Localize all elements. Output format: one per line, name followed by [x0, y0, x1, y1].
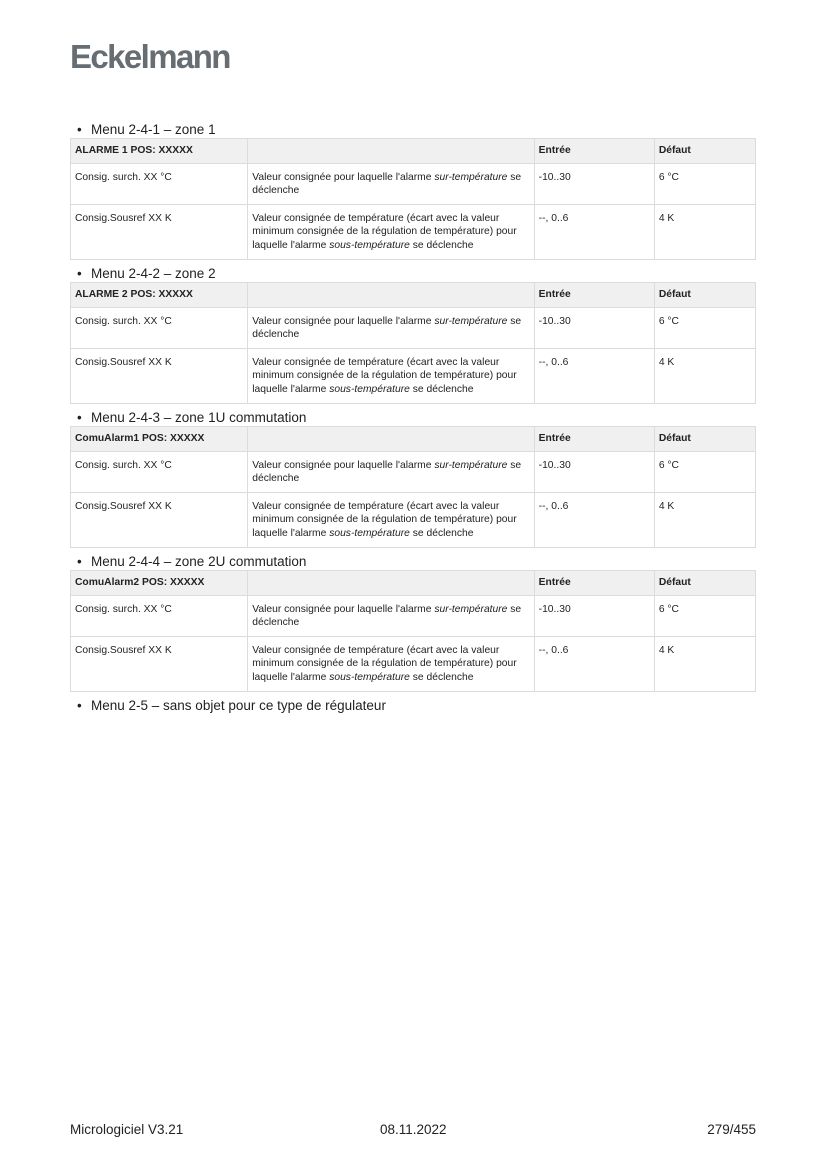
desc-text: se déclenche — [409, 239, 474, 251]
cell-entry: --, 0..6 — [534, 637, 654, 692]
desc-text: se déclenche — [409, 671, 474, 683]
desc-text: Valeur consignée de température (écart avec la valeur minimum consignée de la régulation de température) pour laquelle l'alarme — [252, 501, 517, 539]
desc-text: se déclenche — [252, 172, 522, 197]
bullet-icon: • — [77, 266, 82, 281]
table-row — [71, 637, 756, 692]
desc-text: Valeur consignée pour laquelle l'alarme — [252, 460, 435, 471]
cell-param: Consig. surch. XX °C — [71, 452, 248, 493]
header-param: ComuAlarm2 POS: XXXXX — [71, 571, 248, 596]
cell-param: Consig.Sousref XX K — [71, 637, 248, 692]
cell-desc — [248, 596, 534, 637]
cell-desc — [248, 637, 534, 692]
cell-entry: --, 0..6 — [534, 493, 654, 548]
desc-text: se déclenche — [252, 604, 522, 629]
table-row — [71, 596, 756, 637]
header-desc — [248, 571, 534, 596]
cell-default: 6 °C — [654, 308, 755, 349]
desc-text: Valeur consignée pour laquelle l'alarme — [252, 172, 435, 183]
section-title: Menu 2-4-3 – zone 1U commutation — [91, 410, 307, 425]
cell-desc — [248, 493, 534, 548]
cell-entry: -10..30 — [534, 164, 654, 205]
footer-page-number: 279/455 — [707, 1122, 756, 1137]
cell-default: 6 °C — [654, 596, 755, 637]
table-header-row — [71, 427, 756, 452]
header-default: Défaut — [654, 139, 755, 164]
header-entry: Entrée — [534, 283, 654, 308]
desc-text: se déclenche — [252, 316, 522, 341]
desc-text: Valeur consignée de température (écart avec la valeur minimum consignée de la régulation de température) pour laquelle l'alarme — [252, 213, 517, 251]
header-default: Défaut — [654, 283, 755, 308]
cell-default: 6 °C — [654, 452, 755, 493]
table-row — [71, 493, 756, 548]
bullet-icon: • — [77, 554, 82, 569]
table-header-row — [71, 139, 756, 164]
cell-param: Consig.Sousref XX K — [71, 349, 248, 404]
cell-param: Consig.Sousref XX K — [71, 205, 248, 260]
parameter-table — [70, 282, 756, 404]
desc-emphasis: sous-température — [329, 671, 410, 683]
desc-text: Valeur consignée pour laquelle l'alarme — [252, 604, 435, 615]
section-title: Menu 2-4-2 – zone 2 — [91, 266, 216, 281]
desc-emphasis: sur-température — [434, 316, 508, 327]
table-header-row — [71, 571, 756, 596]
cell-default: 4 K — [654, 493, 755, 548]
header-param: ALARME 2 POS: XXXXX — [71, 283, 248, 308]
cell-param: Consig. surch. XX °C — [71, 308, 248, 349]
cell-param: Consig. surch. XX °C — [71, 596, 248, 637]
cell-entry: --, 0..6 — [534, 349, 654, 404]
section-title: Menu 2-4-1 – zone 1 — [91, 122, 216, 137]
parameter-table — [70, 570, 756, 692]
header-default: Défaut — [654, 571, 755, 596]
desc-text: se déclenche — [409, 527, 474, 539]
cell-param: Consig.Sousref XX K — [71, 493, 248, 548]
desc-emphasis: sur-température — [434, 604, 508, 615]
table-row — [71, 452, 756, 493]
section-bullet — [70, 121, 756, 138]
cell-default: 4 K — [654, 349, 755, 404]
header-default: Défaut — [654, 427, 755, 452]
cell-default: 6 °C — [654, 164, 755, 205]
section-title: Menu 2-5 – sans objet pour ce type de régulateur — [91, 698, 386, 713]
header-param: ALARME 1 POS: XXXXX — [71, 139, 248, 164]
header-entry: Entrée — [534, 427, 654, 452]
section-bullet — [70, 265, 756, 282]
section-title: Menu 2-4-4 – zone 2U commutation — [91, 554, 307, 569]
cell-entry: -10..30 — [534, 308, 654, 349]
cell-param: Consig. surch. XX °C — [71, 164, 248, 205]
table-row — [71, 164, 756, 205]
page-content — [70, 121, 756, 714]
cell-default: 4 K — [654, 637, 755, 692]
table-row — [71, 349, 756, 404]
cell-entry: -10..30 — [534, 452, 654, 493]
desc-emphasis: sous-température — [329, 239, 410, 251]
parameter-table — [70, 426, 756, 548]
section-bullet — [70, 553, 756, 570]
header-desc — [248, 427, 534, 452]
header-param: ComuAlarm1 POS: XXXXX — [71, 427, 248, 452]
desc-emphasis: sur-température — [434, 172, 508, 183]
desc-emphasis: sous-température — [329, 383, 410, 395]
header-desc — [248, 283, 534, 308]
cell-entry: -10..30 — [534, 596, 654, 637]
section-bullet — [70, 697, 756, 714]
desc-text: se déclenche — [409, 383, 474, 395]
footer-product: Micrologiciel V3.21 — [70, 1122, 184, 1137]
desc-text: Valeur consignée de température (écart avec la valeur minimum consignée de la régulation de température) pour laquelle l'alarme — [252, 645, 517, 683]
desc-emphasis: sous-température — [329, 527, 410, 539]
cell-desc — [248, 164, 534, 205]
eckelmann-logo: Eckelmann — [70, 38, 230, 75]
footer-date: 08.11.2022 — [380, 1122, 447, 1137]
parameter-table — [70, 138, 756, 260]
table-row — [71, 308, 756, 349]
table-header-row — [71, 283, 756, 308]
cell-desc — [248, 308, 534, 349]
desc-emphasis: sur-température — [434, 460, 508, 471]
header-entry: Entrée — [534, 571, 654, 596]
desc-text: Valeur consignée de température (écart avec la valeur minimum consignée de la régulation de température) pour laquelle l'alarme — [252, 357, 517, 395]
desc-text: Valeur consignée pour laquelle l'alarme — [252, 316, 435, 327]
bullet-icon: • — [77, 410, 82, 425]
cell-entry: --, 0..6 — [534, 205, 654, 260]
desc-text: se déclenche — [252, 460, 522, 485]
bullet-icon: • — [77, 698, 82, 713]
cell-default: 4 K — [654, 205, 755, 260]
cell-desc — [248, 205, 534, 260]
section-bullet — [70, 409, 756, 426]
cell-desc — [248, 452, 534, 493]
header-desc — [248, 139, 534, 164]
table-row — [71, 205, 756, 260]
bullet-icon: • — [77, 122, 82, 137]
cell-desc — [248, 349, 534, 404]
header-entry: Entrée — [534, 139, 654, 164]
